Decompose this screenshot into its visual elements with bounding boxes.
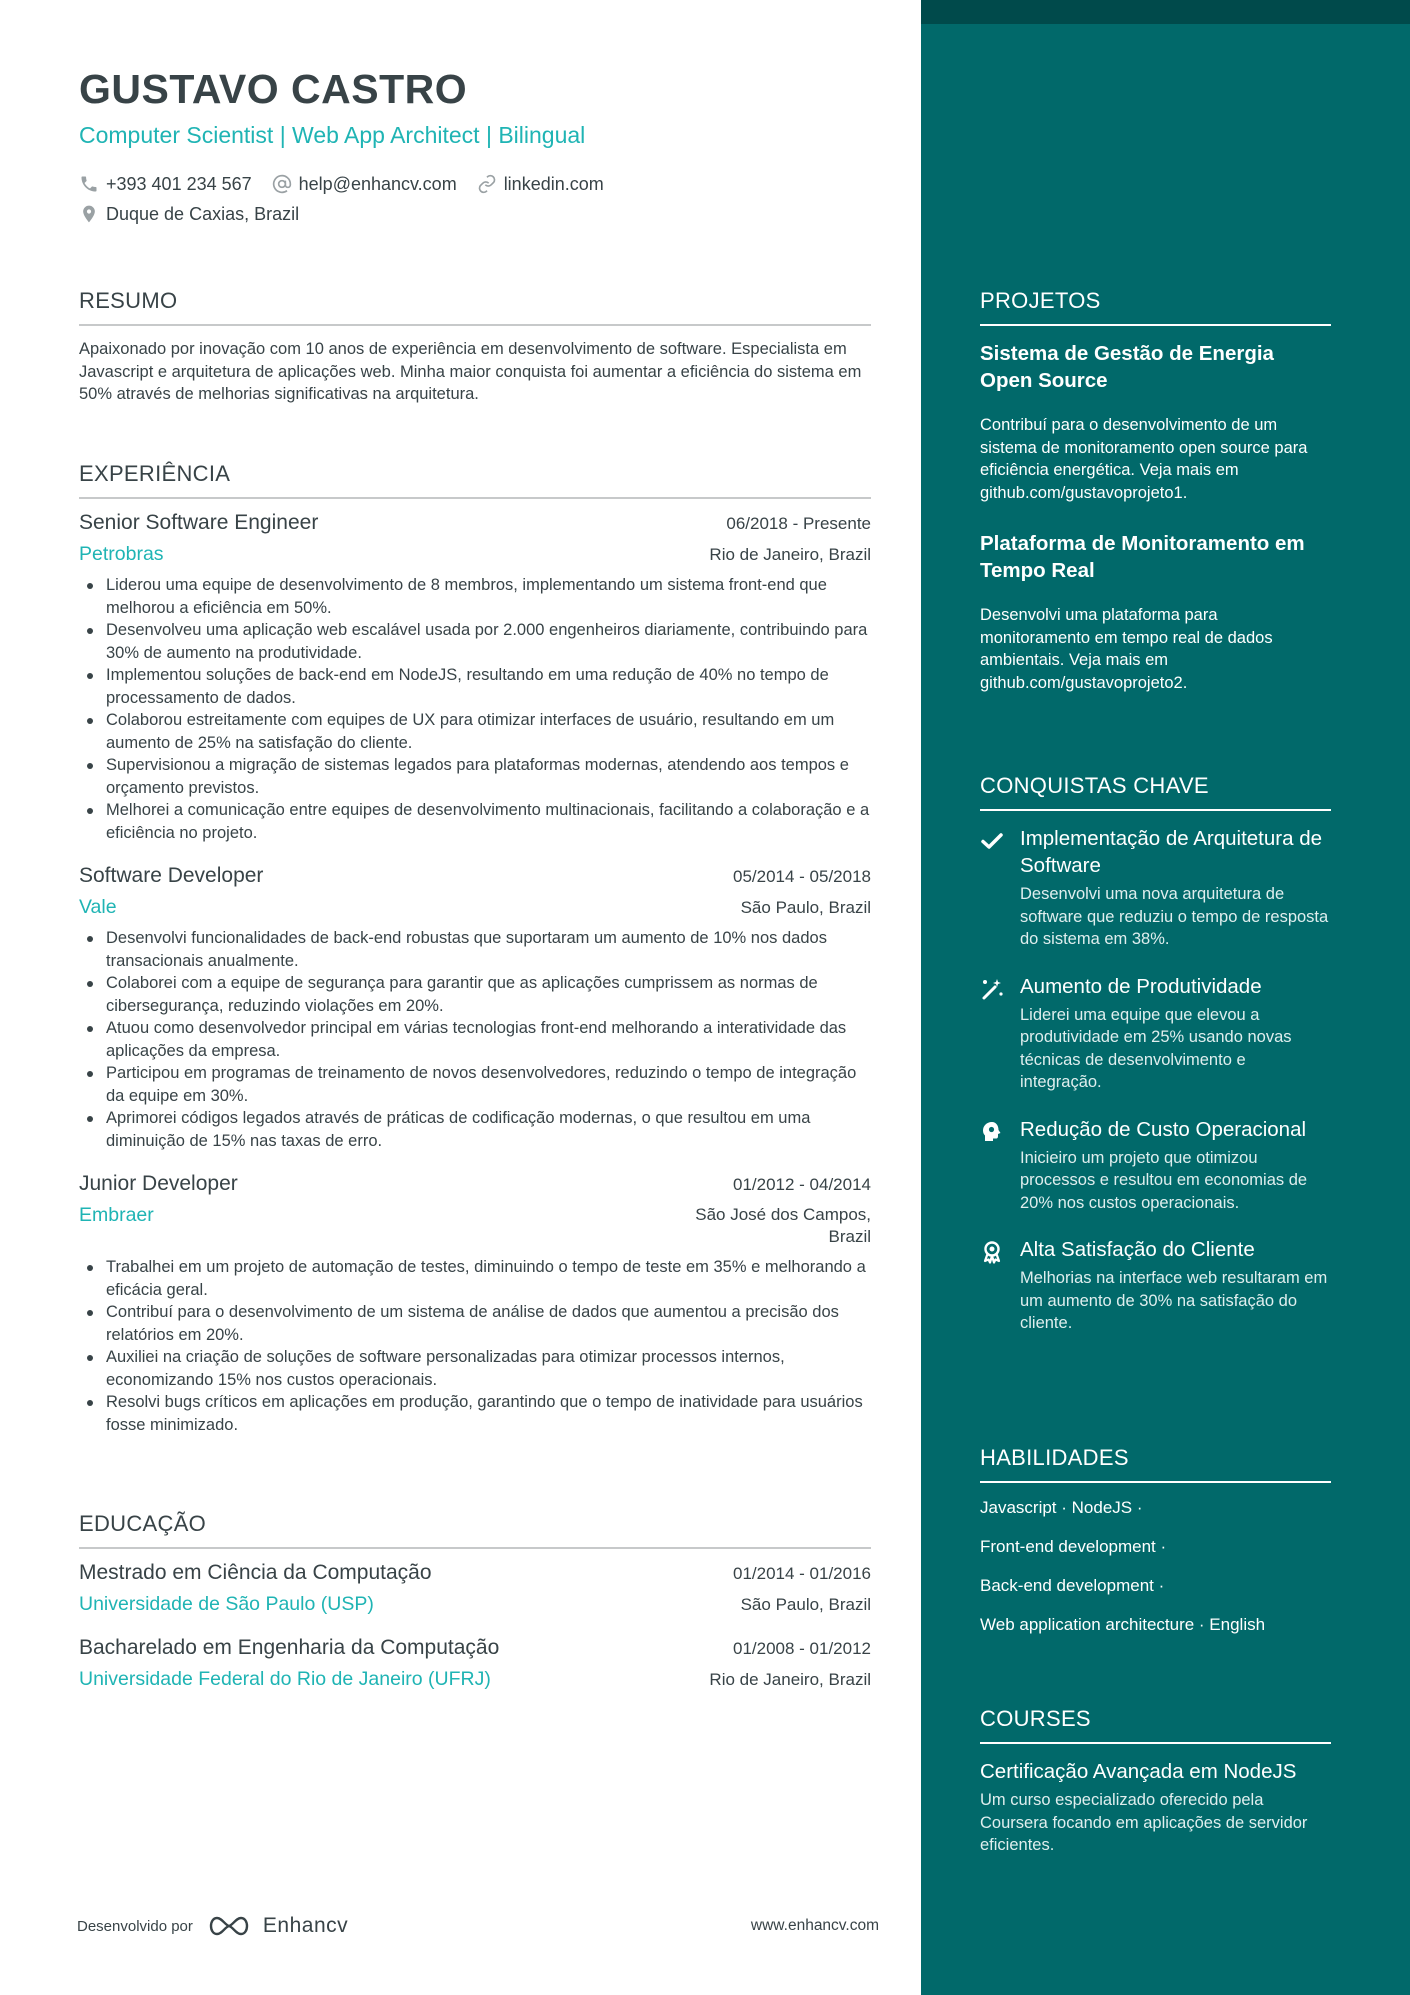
achievement-description: Liderei uma equipe que elevou a produtividade em 25% usando novas técnicas de desenvolvimento e integração. <box>1020 1005 1292 1091</box>
candidate-title: Computer Scientist | Web App Architect | Bilingual <box>79 122 586 148</box>
job-location: Rio de Janeiro, Brazil <box>709 545 871 564</box>
list-item: Auxiliei na criação de soluções de software personalizadas para otimizar processos internos, economizando 15% nos custos operacionais. <box>79 1346 871 1391</box>
divider <box>980 1481 1331 1483</box>
job-entry <box>79 864 871 1152</box>
job-entry <box>79 511 871 844</box>
skill-line: Javascript · NodeJS · <box>980 1498 1143 1517</box>
job-dates: 01/2012 - 04/2014 <box>732 1175 871 1194</box>
section-title: HABILIDADES <box>980 1445 1129 1470</box>
education-entry <box>79 1636 871 1691</box>
achievement-entry <box>980 825 1331 951</box>
courses-section <box>980 1706 1331 1857</box>
skill-line: Web application architecture · English <box>980 1615 1266 1634</box>
job-dates: 05/2014 - 05/2018 <box>732 867 871 886</box>
section-title: PROJETOS <box>980 288 1101 313</box>
company-name: Vale <box>79 896 117 918</box>
project-title: Sistema de Gestão de Energia Open Source <box>980 342 1274 392</box>
list-item: Colaborei com a equipe de segurança para garantir que as aplicações cumprissem as normas de cibersegurança, reduzindo violações em 20%. <box>79 972 871 1017</box>
sidebar-top-bar <box>921 0 1410 24</box>
company-name: Petrobras <box>79 543 164 565</box>
job-bullets <box>79 927 871 1152</box>
job-title: Software Developer <box>79 864 264 887</box>
skill-line: Back-end development · <box>980 1576 1165 1595</box>
location-pin-icon <box>79 204 99 224</box>
job-bullets <box>79 574 871 844</box>
degree-title: Mestrado em Ciência da Computação <box>79 1561 432 1584</box>
achievement-description: Inicieiro um projeto que otimizou processos e resultou em economias de 20% nos custos operacionais. <box>1020 1148 1308 1212</box>
divider <box>79 324 871 326</box>
list-item: Participou em programas de treinamento de novos desenvolvedores, reduzindo o tempo de integração da equipe em 30%. <box>79 1062 871 1107</box>
linkedin-contact[interactable] <box>477 174 604 195</box>
degree-title: Bacharelado em Engenharia da Computação <box>79 1636 500 1659</box>
summary-section <box>79 288 871 406</box>
projects-section <box>980 288 1331 694</box>
phone-icon <box>79 174 99 194</box>
contact-info <box>79 170 624 230</box>
sidebar <box>921 0 1410 1995</box>
linkedin-link: linkedin.com <box>503 173 604 194</box>
phone-number: +393 401 234 567 <box>106 173 252 194</box>
list-item: Liderou uma equipe de desenvolvimento de 8 membros, implementando um sistema front-end que melhorou a eficiência em 50%. <box>79 574 871 619</box>
divider <box>980 1742 1331 1744</box>
skills-section <box>980 1445 1331 1636</box>
education-entry <box>79 1561 871 1616</box>
project-title: Plataforma de Monitoramento em Tempo Real <box>980 532 1305 582</box>
list-item: Resolvi bugs críticos em aplicações em produção, garantindo que o tempo de inatividade para usuários fosse minimizado. <box>79 1391 871 1436</box>
candidate-name: GUSTAVO CASTRO <box>79 66 468 112</box>
link-icon <box>477 174 497 194</box>
list-item: Supervisionou a migração de sistemas legados para plataformas modernas, atendendo aos tempos e orçamento previstos. <box>79 754 871 799</box>
list-item: Melhorei a comunicação entre equipes de desenvolvimento multinacionais, facilitando a colaboração e a eficiência no projeto. <box>79 799 871 844</box>
footer <box>77 1913 879 1939</box>
list-item: Contribuí para o desenvolvimento de um sistema de análise de dados que aumentou a precisão dos relatórios em 20%. <box>79 1301 871 1346</box>
project-description: Desenvolvi uma plataforma para monitoramento em tempo real de dados ambientais. Veja mais em github.com/gustavoprojeto2. <box>980 606 1273 692</box>
project-description: Contribuí para o desenvolvimento de um sistema de monitoramento open source para eficiência energética. Veja mais em github.com/gustavoprojeto1. <box>980 416 1308 502</box>
job-title: Junior Developer <box>79 1172 238 1195</box>
job-location: São Paulo, Brazil <box>740 898 871 917</box>
job-location: São José dos Campos, Brazil <box>695 1205 871 1246</box>
achievement-entry <box>980 1116 1331 1215</box>
course-title: Certificação Avançada em NodeJS <box>980 1760 1297 1783</box>
list-item: Colaborou estreitamente com equipes de UX para otimizar interfaces de usuário, resultando em um aumento de 25% na satisfação do cliente. <box>79 709 871 754</box>
list-item: Atuou como desenvolvedor principal em várias tecnologias front-end melhorando a interatividade das aplicações da empresa. <box>79 1017 871 1062</box>
education-dates: 01/2014 - 01/2016 <box>732 1564 871 1583</box>
project-entry <box>980 530 1331 694</box>
divider <box>980 324 1331 326</box>
achievements-section <box>980 773 1331 1335</box>
job-entry <box>79 1172 871 1436</box>
award-icon <box>980 1240 1004 1264</box>
list-item: Aprimorei códigos legados através de práticas de codificação modernas, o que resultou em uma diminuição de 15% nas taxas de erro. <box>79 1107 871 1152</box>
achievement-entry <box>980 1236 1331 1335</box>
achievement-title: Alta Satisfação do Cliente <box>1020 1238 1255 1261</box>
achievement-title: Redução de Custo Operacional <box>1020 1117 1307 1141</box>
section-title: CONQUISTAS CHAVE <box>980 773 1209 798</box>
education-section <box>79 1511 871 1691</box>
enhancv-logo-icon <box>205 1913 253 1939</box>
achievement-title: Aumento de Produtividade <box>1020 974 1262 998</box>
school-name: Universidade de São Paulo (USP) <box>79 1593 374 1615</box>
section-title: EXPERIÊNCIA <box>79 461 231 486</box>
company-name: Embraer <box>79 1204 154 1226</box>
list-item: Desenvolvi funcionalidades de back-end robustas que suportaram um aumento de 10% nos dados transacionais anualmente. <box>79 927 871 972</box>
job-bullets <box>79 1256 871 1436</box>
website-link[interactable]: www.enhancv.com <box>750 1917 879 1934</box>
section-title: COURSES <box>980 1706 1091 1731</box>
achievement-description: Melhorias na interface web resultaram em um aumento de 30% na satisfação do cliente. <box>1020 1269 1328 1332</box>
summary-text: Apaixonado por inovação com 10 anos de experiência em desenvolvimento de software. Especialista em Javascript e arquitetura de aplicações web. Minha maior conquista foi aumentar a eficiência do sistema em 50% através de melhorias significativas na arquitetura. <box>79 340 862 403</box>
email-contact[interactable] <box>272 174 457 195</box>
section-title: EDUCAÇÃO <box>79 1511 207 1536</box>
job-title: Senior Software Engineer <box>79 511 319 534</box>
section-title: RESUMO <box>79 288 178 313</box>
course-entry <box>980 1758 1331 1857</box>
education-dates: 01/2008 - 01/2012 <box>732 1639 871 1658</box>
list-item: Desenvolveu uma aplicação web escalável usada por 2.000 engenheiros diariamente, contribuindo para 30% de aumento na produtividade. <box>79 619 871 664</box>
built-by-label: Desenvolvido por <box>77 1917 193 1935</box>
list-item: Trabalhei em um projeto de automação de testes, diminuindo o tempo de teste em 35% e melhorando a eficácia geral. <box>79 1256 871 1301</box>
education-location: São Paulo, Brazil <box>740 1595 871 1614</box>
head-gear-icon <box>980 1120 1004 1144</box>
experience-section <box>79 461 871 1436</box>
divider <box>79 1547 871 1549</box>
job-dates: 06/2018 - Presente <box>726 514 871 533</box>
school-name: Universidade Federal do Rio de Janeiro (UFRJ) <box>79 1668 491 1690</box>
enhancv-brand: Enhancv <box>262 1914 349 1937</box>
at-sign-icon <box>272 174 292 194</box>
email-address: help@enhancv.com <box>298 173 457 194</box>
phone-contact[interactable] <box>79 174 252 195</box>
location-text: Duque de Caxias, Brazil <box>106 203 300 224</box>
achievement-description: Desenvolvi uma nova arquitetura de software que reduziu o tempo de resposta do sistema em 38%. <box>1020 885 1329 948</box>
checkmark-icon <box>980 829 1004 853</box>
location-contact <box>79 204 299 225</box>
skill-line: Front-end development · <box>980 1537 1167 1556</box>
course-description: Um curso especializado oferecido pela Coursera focando em aplicações de servidor eficientes. <box>980 1791 1308 1854</box>
divider <box>79 497 871 499</box>
achievement-title: Implementação de Arquitetura de Software <box>1020 827 1322 877</box>
magic-wand-icon <box>980 977 1004 1001</box>
project-entry <box>980 340 1331 504</box>
list-item: Implementou soluções de back-end em NodeJS, resultando em uma redução de 40% no tempo de processamento de dados. <box>79 664 871 709</box>
divider <box>980 809 1331 811</box>
education-location: Rio de Janeiro, Brazil <box>709 1670 871 1689</box>
achievement-entry <box>980 973 1331 1094</box>
